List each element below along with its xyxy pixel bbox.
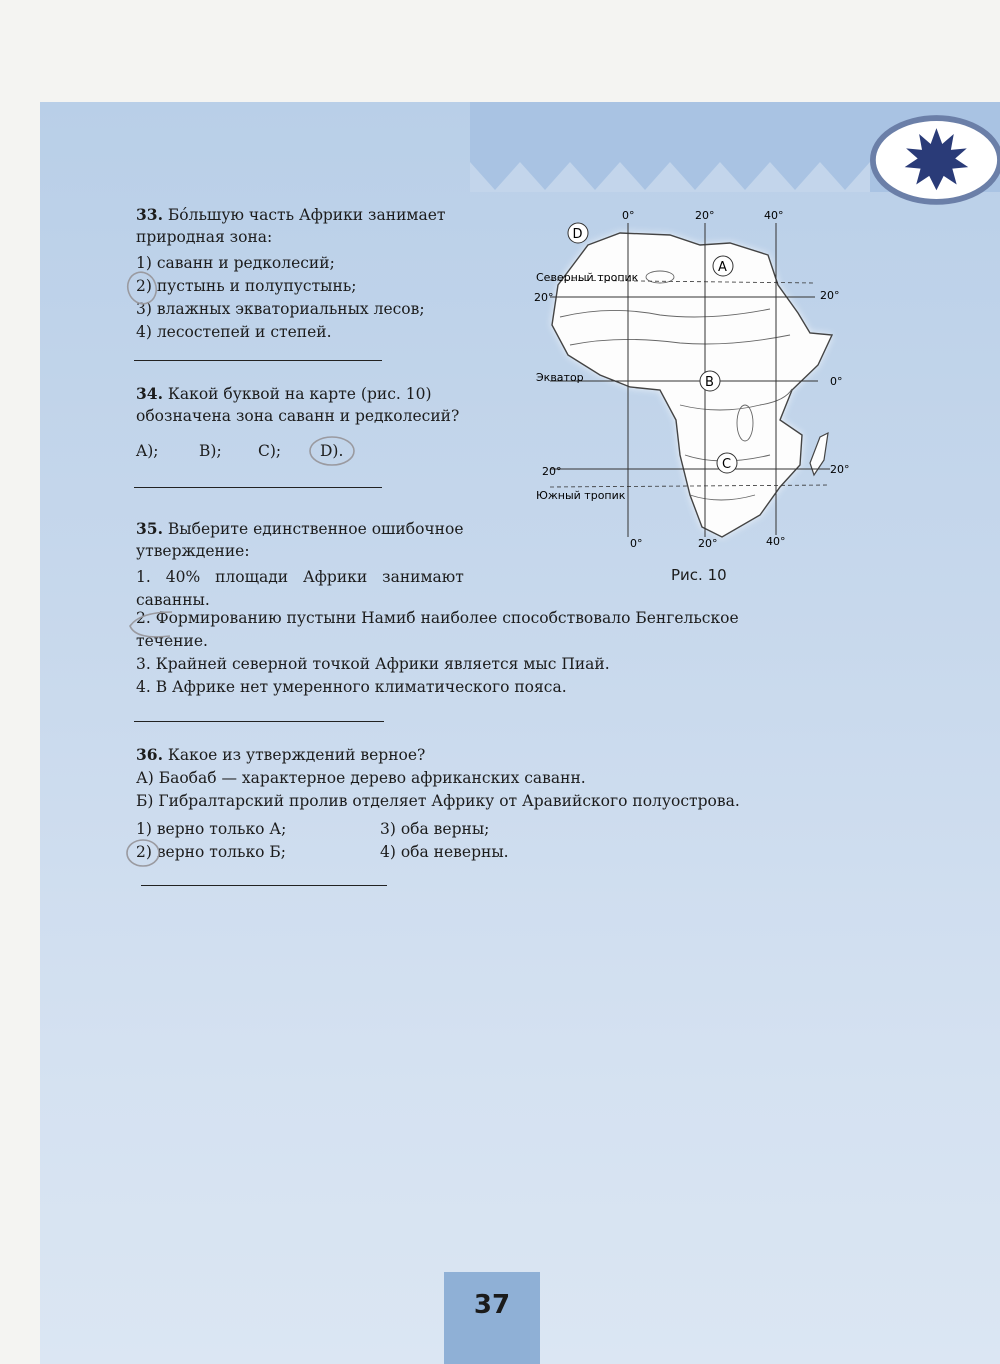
zone-b-label: B <box>705 375 714 390</box>
page-number: 37 <box>473 1290 511 1320</box>
lat-20n-right-label: 20° <box>820 289 840 302</box>
zone-d-label: D <box>572 227 583 242</box>
q34-option-b: B); <box>199 442 222 460</box>
q33-option-3: 3) влажных экваториальных лесов; <box>136 300 425 318</box>
question-34-line2: обозначена зона саванн и редколесий? <box>136 407 460 425</box>
q33-option-4: 4) лесостепей и степей. <box>136 323 332 341</box>
question-number: 33. <box>136 205 163 224</box>
q36-option-1: 1) верно только А; <box>136 820 287 838</box>
q36-option-3: 3) оба верны; <box>380 820 490 838</box>
q35-option-1-cont: саванны. <box>136 591 210 609</box>
q35-option-3: 3. Крайней северной точкой Африки является мыс Пиай. <box>136 655 610 673</box>
question-text: Выберите единственное ошибочное <box>167 520 464 538</box>
question-number: 35. <box>136 519 163 538</box>
q34-option-c: C); <box>258 442 282 460</box>
lon-20-top-label: 20° <box>695 209 715 222</box>
question-number: 34. <box>136 384 163 403</box>
q36-option-4: 4) оба неверны. <box>380 843 509 861</box>
question-number: 36. <box>136 745 163 764</box>
q34-option-d: D). <box>320 442 344 460</box>
q33-option-2: 2) пустынь и полупустынь; <box>136 277 357 295</box>
lat-20n-left-label: 20° <box>534 291 554 304</box>
south-tropic-label: Южный тропик <box>536 489 626 502</box>
q35-option-2-cont: течение. <box>136 632 208 650</box>
lat-0-right-label: 0° <box>830 375 843 388</box>
question-35-line2: утверждение: <box>136 542 250 560</box>
zone-a-label: A <box>718 260 727 275</box>
africa-map-figure <box>530 205 860 555</box>
north-tropic-label: Северный тропик <box>536 271 639 284</box>
lat-20s-left-label: 20° <box>542 465 562 478</box>
lon-0-bottom-label: 0° <box>630 537 643 550</box>
question-text: Какое из утверждений верное? <box>167 746 426 764</box>
zone-c-label: C <box>722 457 732 472</box>
lon-40-top-label: 40° <box>764 209 784 222</box>
page-number-box <box>444 1272 540 1364</box>
lon-20-bottom-label: 20° <box>698 537 718 550</box>
q36-option-2: 2) верно только Б; <box>136 843 286 861</box>
q35-option-2: 2. Формированию пустыни Намиб наиболее способствовало Бенгельское <box>136 609 739 627</box>
figure-caption: Рис. 10 <box>671 566 727 584</box>
equator-label: Экватор <box>536 371 584 384</box>
q34-option-a: A); <box>136 442 159 460</box>
q35-option-4: 4. В Африке нет умеренного климатического пояса. <box>136 678 567 696</box>
q35-option-1: 1. 40% площади Африки занимают <box>136 568 464 586</box>
lon-40-bottom-label: 40° <box>766 535 786 548</box>
lon-0-top-label: 0° <box>622 209 635 222</box>
question-33-line2: природная зона: <box>136 228 273 246</box>
lat-20s-right-label: 20° <box>830 463 850 476</box>
question-text: Какой буквой на карте (рис. 10) <box>167 385 432 403</box>
question-text: Бо́льшую часть Африки занимает <box>167 206 446 224</box>
q36-statement-b: Б) Гибралтарский пролив отделяет Африку от Аравийского полуострова. <box>136 792 740 810</box>
q36-statement-a: А) Баобаб — характерное дерево африканских саванн. <box>136 769 586 787</box>
q33-option-1: 1) саванн и редколесий; <box>136 254 335 272</box>
